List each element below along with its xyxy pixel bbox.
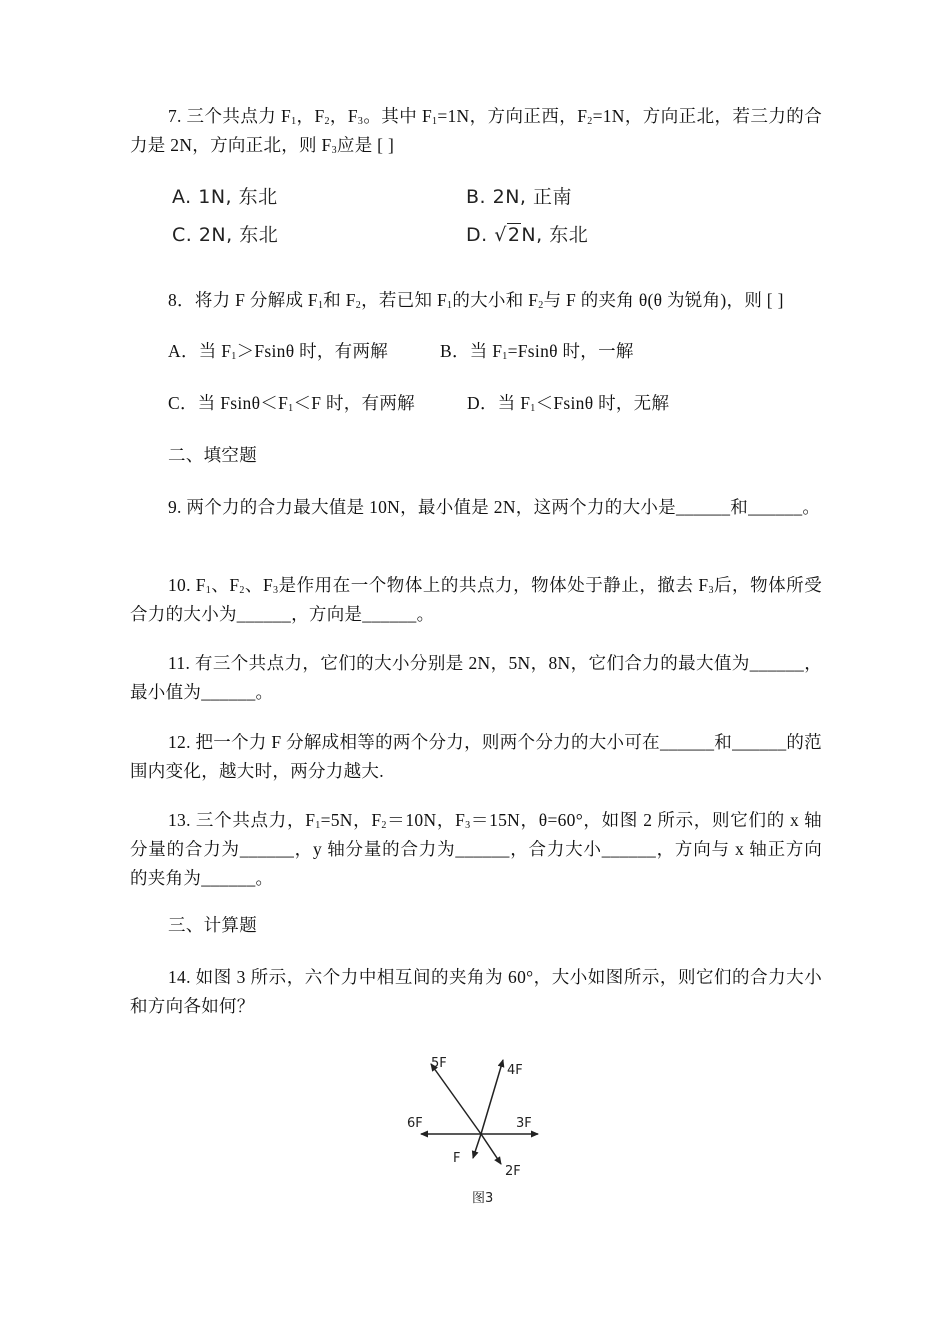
label-4f: 4F bbox=[507, 1063, 523, 1078]
q7-option-a: A. 1N, 东北 bbox=[172, 186, 278, 208]
q7-option-d: D. √2N, 东北 bbox=[466, 224, 589, 246]
q8-option-b: B．当 $F_1=Fsin\theta$ 时，一解 bbox=[440, 341, 634, 362]
force-2f-arrow bbox=[481, 1134, 501, 1164]
force-4f-arrow bbox=[481, 1060, 503, 1134]
label-5f: 5F bbox=[431, 1056, 447, 1071]
section-heading-calculation: 三、计算题 bbox=[168, 915, 257, 935]
q7-option-c: C. 2N, 东北 bbox=[172, 224, 279, 246]
force-f-arrow bbox=[473, 1134, 481, 1158]
question-9: 9. 两个力的合力最大值是 10N，最小值是 2N，这两个力的大小是______和______。 bbox=[168, 497, 821, 517]
question-7: 7. 三个共点力 $F_1$，$F_2$，$F_3$。其中 $F_1=1N$，方向正西，$F_2=1N$，方向正北，若三力的合力是 2N，方向正北，则 $F_3$应是 [ ] bbox=[130, 106, 822, 156]
q7-option-b: B. 2N, 正南 bbox=[466, 186, 572, 208]
question-14: 14. 如图 3 所示，六个力中相互间的夹角为 60°，大小如图所示，则它们的合力大小和方向各如何？ bbox=[130, 967, 822, 1016]
q8-option-a: A．当 $F_1>Fsin\theta$ 时，有两解 bbox=[168, 341, 389, 362]
q8-option-d: D．当 $F_1<Fsin\theta$ 时，无解 bbox=[467, 393, 670, 414]
label-3f: 3F bbox=[516, 1116, 532, 1131]
label-6f: 6F bbox=[407, 1116, 423, 1131]
q8-option-c: C．当 $Fsin\theta<F_1<F$ 时，有两解 bbox=[168, 393, 415, 414]
label-2f: 2F bbox=[505, 1164, 521, 1179]
question-12: 12. 把一个力 F 分解成相等的两个分力，则两个分力的大小可在______和______的范围内变化，越大时，两分力越大. bbox=[130, 732, 822, 781]
label-f: F bbox=[453, 1151, 461, 1166]
question-13: 13. 三个共点力，$F_1=5N$，$F_2=10N$，$F_3=15N$，θ=60°，如图 2 所示，则它们的 x 轴分量的合力为______，y 轴分量的合力为______，合力大小______，方向与 x 轴正方向的夹角为______。 bbox=[130, 810, 822, 888]
figure-3-force-diagram bbox=[395, 1048, 565, 1218]
question-8: 8．将力 F 分解成 $F_1$和 $F_2$，若已知 $F_1$的大小和 $F_2$与 F 的夹角 θ(θ 为锐角)，则 [ ] bbox=[168, 290, 784, 311]
section-heading-fill-in: 二、填空题 bbox=[168, 445, 257, 465]
question-11: 11. 有三个共点力，它们的大小分别是 2N，5N，8N，它们合力的最大值为______，最小值为______。 bbox=[130, 653, 822, 702]
figure-caption: 图3 bbox=[472, 1191, 494, 1206]
sqrt-symbol: √2 bbox=[494, 224, 521, 246]
force-5f-arrow bbox=[431, 1064, 481, 1134]
question-10: 10. $F_1$、$F_2$、$F_3$是作用在一个物体上的共点力，物体处于静止，撤去 $F_3$后，物体所受合力的大小为______，方向是______。 bbox=[130, 575, 823, 624]
